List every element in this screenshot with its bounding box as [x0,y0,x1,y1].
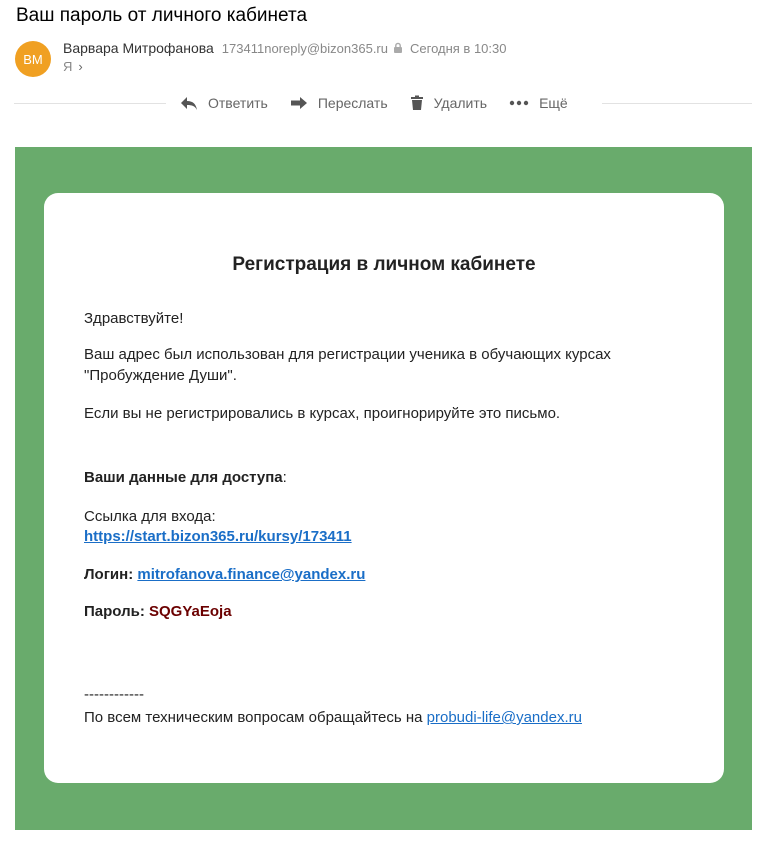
forward-button[interactable] [290,95,388,111]
reply-label: Ответить [208,95,268,111]
login-link-label: Ссылка для входа: [84,508,216,525]
more-label: Ещё [539,95,568,111]
access-heading [84,467,287,488]
reply-icon [180,95,198,111]
recipient-label: Я [63,59,73,74]
delete-button[interactable] [410,95,487,111]
reply-button[interactable] [180,95,268,111]
trash-icon [410,95,424,111]
delete-label: Удалить [433,95,488,111]
more-dots-icon [509,100,529,106]
support-email-link[interactable]: probudi-life@yandex.ru [426,709,582,726]
sender-avatar[interactable]: ВМ [15,41,51,77]
support-row [84,707,582,728]
password-row [84,601,232,622]
greeting: Здравствуйте! [84,310,184,327]
letter-heading: Регистрация в личном кабинете [232,254,536,275]
login-label: Логин: [84,566,134,583]
more-button[interactable] [509,95,568,111]
email-toolbar [180,92,568,114]
recipient-toggle[interactable] [63,59,83,74]
paragraph-line: Ваш адрес был использован для регистрации ученика в обучающих курсах [84,346,611,363]
password-value[interactable]: SQGYaEoja [149,603,232,620]
access-colon: : [282,469,287,486]
email-subject: Ваш пароль от личного кабинета [16,5,308,26]
login-row [84,564,365,585]
support-text: По всем техническим вопросам обращайтесь на [84,709,423,726]
sender-email[interactable]: 173411noreply@bizon365.ru [221,40,388,56]
access-label: Ваши данные для доступа [84,469,283,486]
forward-icon [290,95,308,111]
chevron-right-icon: › [78,59,83,74]
paragraph-line: "Пробуждение Души". [84,367,237,384]
password-label: Пароль: [84,603,145,620]
divider [14,103,166,104]
divider [602,103,752,104]
letter-card [44,193,724,783]
login-value-link[interactable]: mitrofanova.finance@yandex.ru [137,566,366,583]
sender-name[interactable]: Варвара Митрофанова [63,40,214,56]
login-link[interactable]: https://start.bizon365.ru/kursy/173411 [84,528,352,545]
separator-text: ------------ [84,686,144,703]
email-date: Сегодня в 10:30 [410,40,507,56]
sender-line [63,40,506,56]
lock-icon [392,42,404,54]
forward-label: Переслать [317,95,388,111]
disclaimer-paragraph: Если вы не регистрировались в курсах, проигнорируйте это письмо. [84,405,561,422]
